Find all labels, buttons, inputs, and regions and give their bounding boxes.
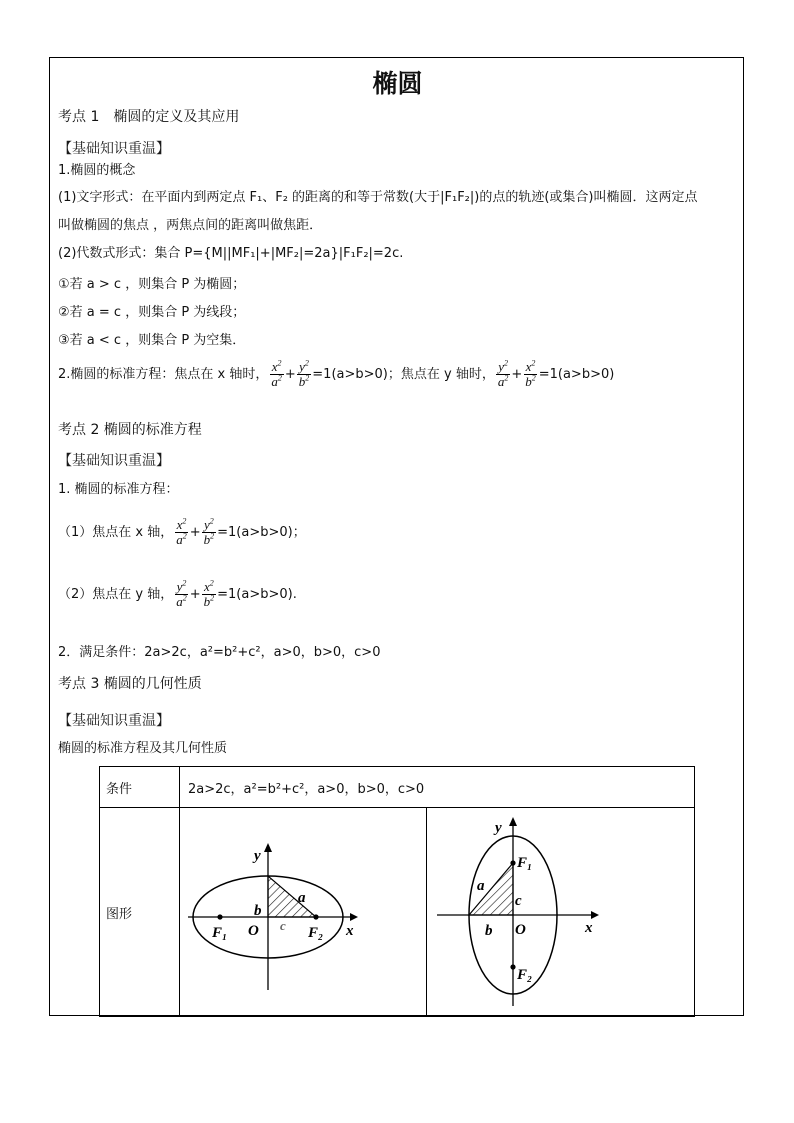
vertical-ellipse-figure [427,808,694,1016]
page-title: 椭圆 [372,69,423,98]
horizontal-ellipse-figure [180,808,426,1016]
f2-label: F₂ [517,967,533,983]
y-label: y [254,848,261,864]
section2-item1-title: 1. 椭圆的标准方程： [58,482,179,497]
row-value-condition: 2a>2c，a²=b²+c²，a>0，b>0，c>0 [180,767,695,808]
origin-label: O [248,923,259,939]
fraction-x2-a2: $\frac{x^2}{a^2}$ [176,516,187,547]
row-label-figure: 图形 [100,808,180,1017]
fraction-y2-b2: $\frac{y^2}{b^2}$ [203,516,215,547]
figure-cell-vertical [427,808,695,1017]
case-segment: ②若 a = c ，则集合 P 为线段； [58,305,246,320]
c-label: c [515,893,522,909]
figure-cell-horizontal [180,808,427,1017]
y-label: y [495,820,502,836]
section1-heading: 考点 1 椭圆的定义及其应用 [58,109,240,125]
focus-f1 [510,860,515,865]
conditions: 2．满足条件：2a>2c，a²=b²+c²，a>0，b>0，c>0 [58,645,381,660]
b-label: b [254,903,262,919]
std-mid: =1(a>b>0)；焦点在 y 轴时， [312,366,495,382]
section1-item1-title: 1.椭圆的概念 [58,163,136,178]
b-label: b [485,923,493,939]
origin-label: O [515,922,526,938]
std-end: =1(a>b>0) [538,366,615,382]
table-row [100,808,695,1017]
section1-tag: 【基础知识重温】 [58,141,170,157]
a-label: a [298,890,306,906]
properties-table [99,766,695,1017]
definition-line2: 叫做椭圆的焦点 ，两焦点间的距离叫做焦距． [58,218,323,233]
f2-label: F₂ [308,925,324,941]
document-frame [49,57,744,1016]
x-label: x [346,923,354,939]
a-label: a [477,878,485,894]
y-prefix: （2）焦点在 y 轴， [58,586,174,602]
section3-tag: 【基础知识重温】 [58,713,170,729]
fraction-x2-a2: $\frac{x^2}{a^2}$ [271,358,282,389]
f1-label: F₁ [517,855,533,871]
x-suffix: =1(a>b>0)； [217,524,306,540]
std-prefix: 2.椭圆的标准方程：焦点在 x 轴时， [58,366,269,382]
case-ellipse: ①若 a > c ，则集合 P 为椭圆； [58,277,246,292]
definition-line1: (1)文字形式：在平面内到两定点 F₁、F₂ 的距离的和等于常数(大于|F₁F₂|)的点的轨迹(或集合)叫椭圆．这两定点 [58,190,698,205]
focus-f2 [313,914,318,919]
fraction-y2-b2: $\frac{y^2}{b^2}$ [298,358,310,389]
section3-heading: 考点 3 椭圆的几何性质 [58,676,202,692]
y-arrow-icon [509,817,517,826]
x-axis-equation: （1）焦点在 x 轴， $\frac{x^2}{a^2}$ + $\frac{y^2}{b^2}$ =1(a>b>0)； [58,516,306,547]
fraction-x2-b2: $\frac{x^2}{b^2}$ [203,578,215,609]
y-axis-equation: （2）焦点在 y 轴， $\frac{y^2}{a^2}$ + $\frac{x^2}{b^2}$ =1(a>b>0). [58,578,297,609]
fraction-y2-a2: $\frac{y^2}{a^2}$ [497,358,509,389]
x-label: x [585,920,593,936]
table-row [100,767,695,808]
x-arrow-icon [591,911,599,919]
x-prefix: （1）焦点在 x 轴， [58,524,174,540]
section2-tag: 【基础知识重温】 [58,453,170,469]
focus-f2 [510,964,515,969]
y-arrow-icon [264,843,272,852]
fraction-y2-a2: $\frac{y^2}{a^2}$ [176,578,187,609]
algebraic-form: (2)代数式形式：集合 P={M||MF₁|+|MF₂|=2a}|F₁F₂|=2c. [58,246,404,261]
f1-label: F₁ [212,925,228,941]
abc-triangle [469,863,513,915]
standard-equation-summary: 2.椭圆的标准方程：焦点在 x 轴时， $\frac{x^2}{a^2}$ + $\frac{y^2}{b^2}$ =1(a>b>0)；焦点在 y 轴时， $\frac{y^2}{a^2}$ + $\frac{x^2}{b^2}$ =1(a>b>0) [58,358,615,389]
section3-intro: 椭圆的标准方程及其几何性质 [58,741,228,756]
row-label-condition: 条件 [100,767,180,808]
focus-f1 [217,914,222,919]
y-suffix: =1(a>b>0). [217,586,297,602]
case-empty: ③若 a < c ，则集合 P 为空集． [58,333,246,348]
section2-heading: 考点 2 椭圆的标准方程 [58,422,202,438]
fraction-x2-b2: $\frac{x^2}{b^2}$ [525,358,536,389]
x-arrow-icon [350,913,358,921]
c-label: c [280,918,286,933]
